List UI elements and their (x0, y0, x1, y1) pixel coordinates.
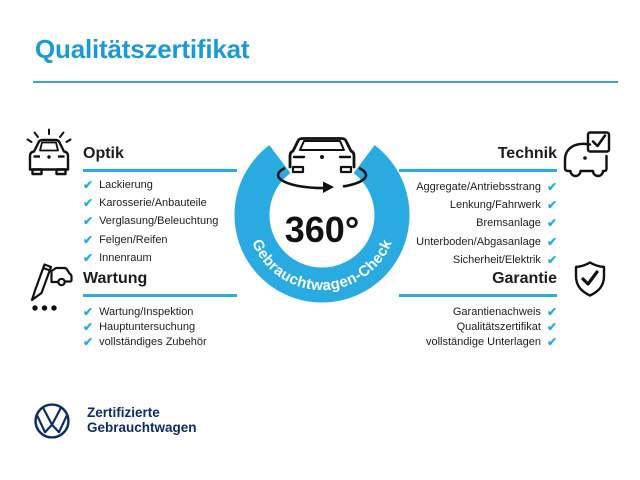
check-icon: ✔ (83, 214, 94, 229)
list-item (83, 334, 253, 349)
checklist-label: Hauptuntersuchung (99, 320, 196, 333)
checklist-label: Garantienachweis (452, 305, 541, 318)
page-title: Qualitätszertifikat (35, 34, 250, 64)
checklist-label: Qualitätszertifikat (456, 320, 541, 333)
check-icon: ✔ (546, 252, 557, 267)
shiny-car-icon (25, 128, 73, 178)
car-rotate-icon (278, 139, 366, 189)
vw-logo (33, 402, 71, 440)
checklist-label: Lackierung (99, 179, 153, 192)
check-icon: ✔ (546, 216, 557, 231)
check-icon: ✔ (83, 178, 94, 193)
shield-check-icon (571, 260, 609, 298)
section-divider (83, 294, 237, 297)
checklist-label: Wartung/Inspektion (99, 305, 194, 318)
check-icon: ✔ (546, 319, 557, 334)
check-icon: ✔ (83, 334, 94, 349)
check-icon: ✔ (83, 196, 94, 211)
checklist-label: Sicherheit/Elektrik (452, 253, 541, 266)
checklist-label: Lenkung/Fahrwerk (449, 199, 541, 212)
check-icon: ✔ (546, 180, 557, 195)
check-icon: ✔ (546, 334, 557, 349)
check-icon: ✔ (546, 304, 557, 319)
list-item (387, 334, 557, 349)
check-icon: ✔ (83, 304, 94, 319)
checklist-label: Verglasung/Beleuchtung (99, 215, 219, 228)
dial-value: 360° (284, 209, 360, 250)
section-divider (399, 294, 557, 297)
checklist-label: vollständige Unterlagen (425, 335, 541, 348)
checklist-label: Unterboden/Abgasanlage (416, 235, 541, 248)
section-title-wartung: Wartung (83, 270, 148, 287)
checklist-label: vollständiges Zubehör (99, 335, 207, 348)
section-divider (399, 169, 557, 172)
section-title-optik: Optik (83, 145, 124, 162)
checklist-label: Innenraum (99, 251, 152, 264)
check-icon: ✔ (83, 250, 94, 265)
section-title-technik: Technik (497, 145, 557, 162)
check-icon: ✔ (546, 198, 557, 213)
checklist-label: Aggregate/Antriebsstrang (416, 181, 541, 194)
section-title-garantie: Garantie (492, 270, 557, 287)
checklist-label: Karosserie/Anbauteile (99, 197, 207, 210)
brand-claim (87, 405, 197, 435)
list-item (387, 319, 557, 334)
checklist-label: Felgen/Reifen (99, 233, 168, 246)
brand-line-2: Gebrauchtwagen (87, 420, 197, 435)
section-divider (83, 169, 237, 172)
brand-line-1: Zertifizierte (87, 405, 160, 420)
check-icon: ✔ (83, 232, 94, 247)
car-checkbox-icon (559, 131, 611, 181)
check-icon: ✔ (546, 234, 557, 249)
title-divider (33, 81, 618, 83)
list-item (83, 319, 253, 334)
ring-label: Gebrauchtwagen-Check (248, 236, 396, 295)
rotate-arrowhead (323, 182, 334, 194)
checklist-label: Bremsanlage (476, 217, 541, 230)
check-icon: ✔ (83, 319, 94, 334)
service-checklist-icon (25, 257, 73, 313)
360-check-dial (227, 115, 417, 315)
